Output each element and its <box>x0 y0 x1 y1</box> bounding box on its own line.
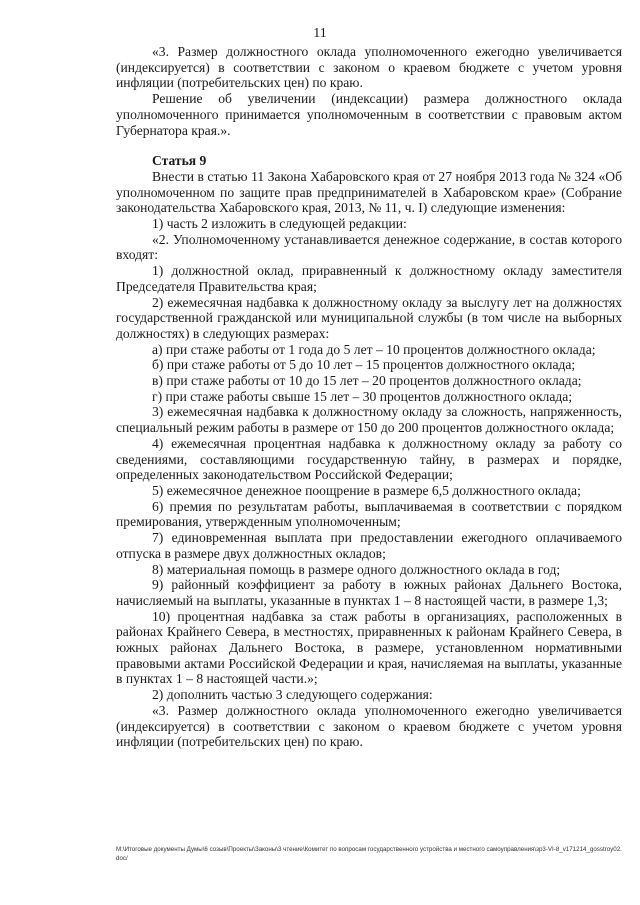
paragraph: 5) ежемесячное денежное поощрение в размере 6,5 должностного оклада; <box>152 482 581 498</box>
paragraph: 1) должностной оклад, приравненный к должностному окладу заместителя Председателя Правительства края; <box>116 263 622 294</box>
paragraph: 2) ежемесячная надбавка к должностному окладу за выслугу лет на должностях государственной гражданской или муниципальной службы (в том числе на выборных должностях) в следующих размерах: <box>116 294 622 341</box>
document-body <box>116 44 622 750</box>
paragraph: 7) единовременная выплата при предоставлении ежегодного оплачиваемого отпуска в размере двух должностных окладов; <box>116 530 622 561</box>
paragraph: «2. Уполномоченному устанавливается денежное содержание, в состав которого входят: <box>116 231 622 263</box>
paragraph: Решение об увеличении (индексации) размера должностного оклада уполномоченного принимается уполномоченным в соответствии с правовым актом Губернатора края.». <box>116 91 622 138</box>
paragraph: 1) часть 2 изложить в следующей редакции: <box>152 216 407 232</box>
article-heading: Статья 9 <box>152 153 207 169</box>
paragraph: 8) материальная помощь в размере одного должностного оклада в год; <box>152 561 561 577</box>
paragraph: «3. Размер должностного оклада уполномоченного ежегодно увеличивается (индексируется) в соответствии с законом о краевом бюджете с учетом уровня инфляции (потребительских цен) по краю. <box>116 44 622 91</box>
paragraph: 9) районный коэффициент за работу в южных районах Дальнего Востока, начисляемый на выплаты, указанные в пунктах 1 – 8 настоящей части, в размере 1,3; <box>116 577 622 608</box>
file-path-footer: M:\Итоговые документы Думы\6 созыв\Проекты\Законы\3 чтение\Комитет по вопросам государственного устройства и местного самоуправления\зр3-VI-8_v171214_gosstroy02.doc/ <box>116 846 622 862</box>
paragraph: 10) процентная надбавка за стаж работы в организациях, расположенных в районах Крайнего Севера, в местностях, приравненных к районам Крайнего Севера, в южных районах Дальнего Востока, в размере, установленном нормативными правовыми актами Российской Федерации и края, начисляемая на выплаты, указанные в пунктах 1 – 8 настоящей части.»; <box>116 608 622 687</box>
paragraph: а) при стаже работы от 1 года до 5 лет – 10 процентов должностного оклада; <box>152 341 596 357</box>
paragraph: б) при стаже работы от 5 до 10 лет – 15 процентов должностного оклада; <box>152 357 576 373</box>
paragraph: 3) ежемесячная надбавка к должностному окладу за сложность, напряженность, специальный режим работы в размере от 150 до 200 процентов должностного оклада; <box>116 404 622 436</box>
paragraph: в) при стаже работы от 10 до 15 лет – 20 процентов должностного оклада; <box>152 373 582 389</box>
paragraph: «3. Размер должностного оклада уполномоченного ежегодно увеличивается (индексируется) в соответствии с законом о краевом бюджете с учетом уровня инфляции (потребительских цен) по краю. <box>116 702 622 750</box>
paragraph: Внести в статью 11 Закона Хабаровского края от 27 ноября 2013 года № 324 «Об уполномоченном по защите прав предпринимателей в Хабаровском крае» (Собрание законодательства Хабаровского края, 2013, № 11, ч. I) следующие изменения: <box>116 168 622 216</box>
paragraph: 6) премия по результатам работы, выплачиваемая в соответствии с порядком премирования, утвержденным уполномоченным; <box>116 498 622 530</box>
page-number: 11 <box>313 26 327 41</box>
paragraph: 2) дополнить частью 3 следующего содержания: <box>152 687 433 703</box>
paragraph: г) при стаже работы свыше 15 лет – 30 процентов должностного оклада; <box>152 388 573 404</box>
paragraph: 4) ежемесячная процентная надбавка к должностному окладу за работу со сведениями, составляющими государственную тайну, в размерах и порядке, определенных законодательством Российской Федерации; <box>116 435 622 483</box>
